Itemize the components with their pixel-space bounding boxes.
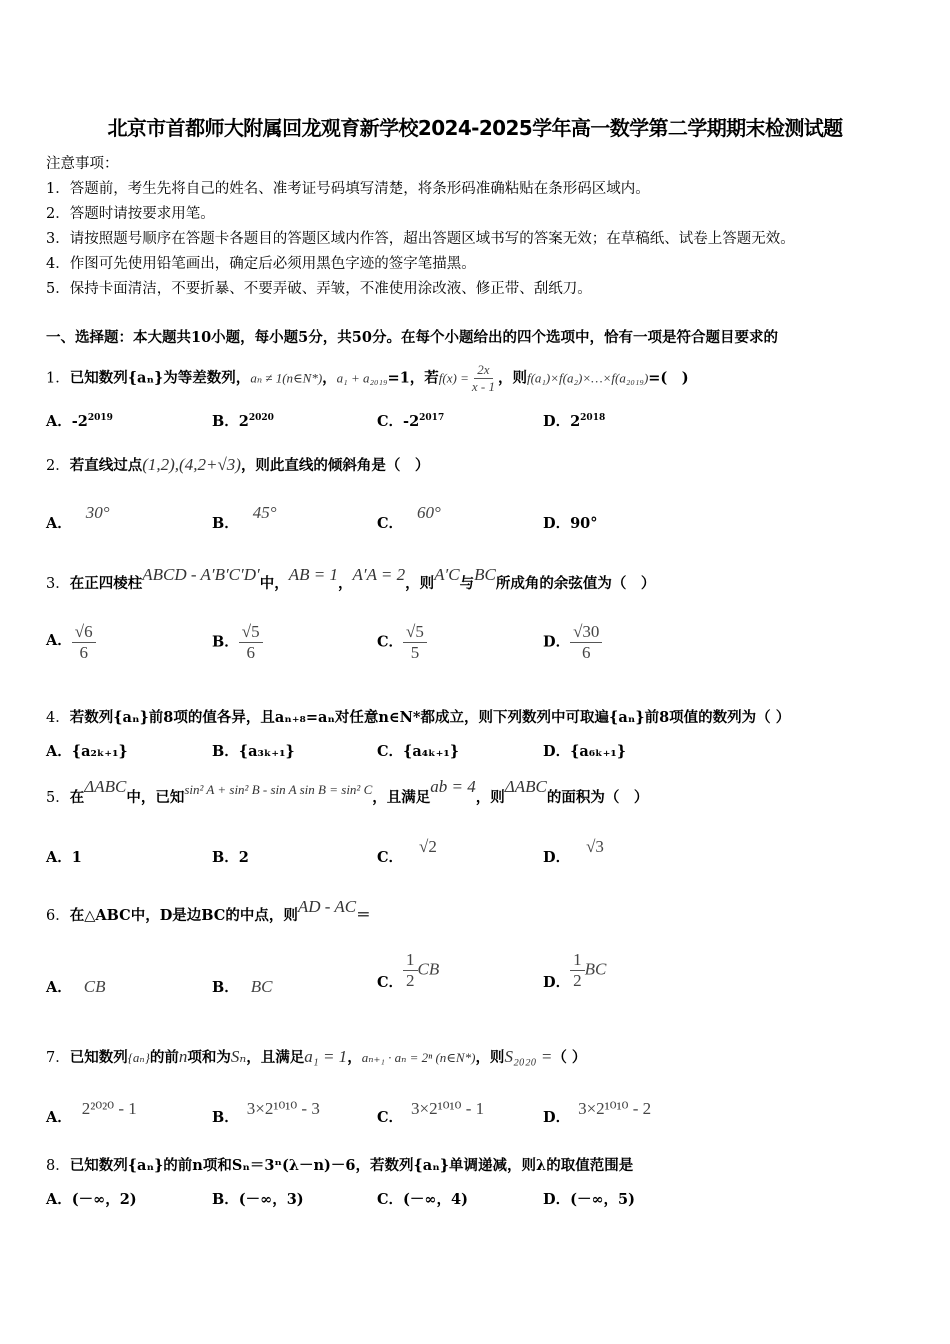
option-label: D． — [543, 633, 571, 651]
option-label: C． — [377, 849, 404, 866]
option-a[interactable] — [46, 622, 96, 663]
question-text: 已知数列{aₙ}为等差数列， — [69, 369, 251, 387]
question-text: ，且满足 — [372, 789, 431, 806]
option-c[interactable] — [377, 837, 437, 867]
option-label: A． — [46, 743, 72, 760]
page-title: 北京市首都师大附属回龙观育新学校2024-2025学年高一数学第二学期期末检测试题 — [107, 116, 843, 140]
math-expr: f(a₁)×f(a₂)×…×f(a₂₀₁₉) — [526, 370, 649, 386]
fraction — [403, 622, 427, 663]
option-value: (－∞，5) — [570, 1191, 635, 1208]
option-value: 1 — [71, 849, 82, 866]
question-text: ＝ — [356, 907, 371, 924]
option-value: 3×2¹⁰¹⁰ - 3 — [246, 1099, 320, 1118]
fraction-denominator: 6 — [246, 643, 255, 662]
question-text: 若数列{aₙ}前8项的值各异，且aₙ₊₈=aₙ对任意n∈N*都成立，则下列数列中可取遍{aₙ}前8项值的数列为（ ） — [69, 709, 791, 726]
option-label: B． — [212, 1191, 239, 1208]
option-label: D． — [543, 743, 571, 760]
option-value: 90° — [570, 515, 598, 532]
question-4 — [46, 706, 790, 727]
option-value: BC — [584, 959, 607, 979]
option-a[interactable] — [46, 1099, 137, 1127]
option-value: √3 — [586, 837, 604, 856]
option-value: 2 — [570, 413, 581, 430]
math-expr: (1,2),(4,2+√3) — [142, 455, 241, 474]
question-1 — [46, 362, 689, 395]
option-b[interactable] — [212, 976, 273, 997]
option-label: A． — [46, 849, 72, 866]
math-expr: {aₙ} — [127, 1050, 150, 1065]
option-label: B． — [212, 633, 239, 651]
option-value: (－∞，2) — [71, 1191, 137, 1208]
option-a[interactable] — [46, 1188, 137, 1209]
option-value: 60° — [417, 503, 441, 522]
option-b[interactable] — [212, 503, 277, 533]
math-expr: BC — [474, 565, 496, 584]
question-text: ，则 — [497, 369, 527, 387]
question-text: 所成角的余弦值为（ ） — [495, 575, 656, 592]
option-label: A． — [46, 1191, 72, 1208]
question-number: 8． — [46, 1158, 70, 1174]
question-text: 中，已知 — [126, 789, 185, 806]
option-c[interactable] — [377, 622, 427, 663]
option-c[interactable] — [377, 1099, 485, 1127]
option-label: C． — [377, 1191, 404, 1208]
notice-item: 4．作图可先使用铅笔画出，确定后必须用黑色字迹的签字笔描黑。 — [46, 256, 476, 272]
question-number: 2． — [46, 458, 70, 474]
option-label: B． — [212, 413, 239, 430]
math-expr: a₁ + a₂₀₁₉ — [336, 370, 388, 386]
question-number: 4． — [46, 710, 70, 726]
question-text: ， — [347, 1049, 362, 1066]
option-label: D． — [543, 1191, 571, 1208]
option-value: 30° — [85, 503, 110, 522]
option-c[interactable] — [377, 410, 444, 431]
fraction — [403, 950, 418, 991]
option-value: 2 — [238, 849, 249, 866]
option-label: A． — [46, 1109, 72, 1126]
option-c[interactable] — [377, 950, 439, 991]
option-value: -2 — [71, 413, 88, 430]
question-5 — [46, 777, 649, 807]
fraction — [570, 622, 602, 663]
option-b[interactable] — [212, 740, 295, 761]
notice-item: 2．答题时请按要求用笔。 — [46, 206, 215, 222]
question-text: 中， — [259, 575, 289, 592]
fraction-denominator: 5 — [410, 643, 420, 662]
question-text: 在△ABC中，D是边BC的中点，则 — [69, 907, 298, 924]
option-b[interactable] — [212, 622, 263, 663]
math-expr: S₂₀₂₀ = — [504, 1047, 553, 1066]
question-text: ，则 — [475, 789, 505, 806]
question-number: 3． — [46, 576, 70, 592]
option-label: B． — [212, 979, 239, 996]
question-text: ， — [322, 369, 337, 387]
option-value: {a₂ₖ₊₁} — [71, 743, 128, 760]
fraction-denominator: x - 1 — [471, 379, 495, 394]
option-exponent: 2019 — [87, 413, 113, 424]
option-d[interactable] — [543, 837, 604, 867]
fraction-numerator: √6 — [72, 622, 96, 643]
math-expr: n — [178, 1047, 188, 1066]
option-label: A． — [46, 413, 72, 430]
fraction-numerator: √30 — [570, 622, 602, 643]
option-value: 3×2¹⁰¹⁰ - 1 — [411, 1099, 485, 1118]
option-label: C． — [377, 515, 404, 532]
fraction — [570, 950, 585, 991]
notice-item: 1．答题前，考生先将自己的姓名、准考证号码填写清楚，将条形码准确粘贴在条形码区域内。 — [46, 181, 650, 197]
option-value: -2 — [403, 413, 420, 430]
option-label: A． — [46, 979, 72, 996]
question-text: =( ) — [648, 369, 689, 387]
notice-heading: 注意事项： — [46, 156, 119, 172]
option-value: CB — [83, 977, 106, 996]
math-expr: sin² A + sin² B - sin A sin B = sin² C — [184, 782, 373, 797]
option-exponent: 2018 — [580, 413, 606, 424]
option-value: {a₄ₖ₊₁} — [403, 743, 460, 760]
question-text: 的面积为（ ） — [546, 789, 649, 806]
option-b[interactable] — [212, 846, 249, 867]
option-label: B． — [212, 849, 239, 866]
question-text: ，则 — [475, 1049, 505, 1066]
fraction-denominator: 6 — [79, 643, 88, 662]
math-expr: ΔABC — [504, 777, 547, 796]
option-label: D． — [543, 1109, 571, 1126]
option-a[interactable] — [46, 846, 82, 867]
question-text: 在 — [69, 789, 85, 806]
option-value: 2 — [238, 413, 249, 430]
question-text: 已知数列{aₙ}的前n项和Sₙ＝3ⁿ(λ－n)－6，若数列{aₙ}单调递减，则λ的取值范围是 — [69, 1157, 634, 1174]
option-label: D． — [543, 973, 571, 991]
option-label: C． — [377, 743, 404, 760]
option-value: (－∞，3) — [238, 1191, 304, 1208]
option-b[interactable] — [212, 410, 274, 431]
section-heading: 一、选择题：本大题共10小题，每小题5分，共50分。在每个小题给出的四个选项中，恰有一项是符合题目要求的 — [46, 329, 778, 346]
option-value: {a₆ₖ₊₁} — [570, 743, 627, 760]
option-label: B． — [212, 743, 239, 760]
question-text: =1，若 — [387, 369, 439, 387]
option-value: √2 — [419, 837, 437, 856]
fraction-numerator: √5 — [239, 622, 263, 643]
option-label: C． — [377, 413, 404, 430]
option-label: D． — [543, 515, 571, 532]
option-label: A． — [46, 631, 72, 649]
question-text: 的前 — [149, 1049, 179, 1066]
option-a[interactable] — [46, 503, 110, 533]
math-expr: f(x) = — [438, 370, 469, 386]
math-expr: A′A = 2 — [352, 565, 406, 584]
fraction-numerator: 1 — [570, 950, 585, 971]
notice-item: 3．请按照题号顺序在答题卡各题目的答题区域内作答，超出答题区域书写的答案无效；在草稿纸、试卷上答题无效。 — [46, 231, 795, 247]
option-label: B． — [212, 515, 239, 532]
question-text: ， — [337, 575, 353, 592]
question-2 — [46, 454, 429, 475]
option-a[interactable] — [46, 410, 113, 431]
question-8 — [46, 1154, 633, 1175]
question-text: 在正四棱柱 — [69, 575, 143, 592]
question-number: 6． — [46, 908, 70, 924]
option-d[interactable] — [543, 1099, 652, 1127]
notice-item: 5．保持卡面清洁，不要折暴、不要弄破、弄皱，不准使用涂改液、修正带、刮纸刀。 — [46, 281, 592, 297]
option-value: (－∞，4) — [403, 1191, 468, 1208]
math-expr: aₙ ≠ 1(n∈N*) — [250, 370, 323, 386]
math-expr: ab = 4 — [430, 777, 476, 796]
option-value: 2²⁰²⁰ - 1 — [81, 1099, 137, 1118]
fraction-denominator: 6 — [582, 643, 591, 662]
fraction-denominator: 2 — [573, 971, 582, 990]
option-b[interactable] — [212, 1188, 304, 1209]
fraction — [72, 622, 96, 663]
question-text: 与 — [459, 575, 475, 592]
option-a[interactable] — [46, 976, 106, 997]
option-c[interactable] — [377, 503, 441, 533]
math-expr: AD - AC — [297, 897, 357, 916]
question-text: ，则 — [405, 575, 435, 592]
question-6 — [46, 897, 371, 925]
option-b[interactable] — [212, 1099, 320, 1127]
question-text: 已知数列 — [69, 1049, 128, 1066]
question-text: ，且满足 — [246, 1049, 305, 1066]
question-text: （ ） — [552, 1049, 587, 1066]
option-d[interactable] — [543, 410, 605, 431]
option-label: A． — [46, 515, 72, 532]
question-text: 若直线过点 — [69, 457, 143, 474]
math-expr: ΔABC — [84, 777, 127, 796]
option-label: D． — [543, 849, 571, 866]
option-value: CB — [417, 959, 440, 979]
question-text: ，则此直线的倾斜角是（ ） — [240, 457, 430, 474]
option-label: C． — [377, 973, 404, 991]
math-expr: AB = 1 — [288, 565, 338, 584]
option-a[interactable] — [46, 740, 128, 761]
fraction-denominator: 2 — [406, 971, 415, 990]
question-text: 项和为 — [187, 1049, 231, 1066]
option-d[interactable] — [543, 950, 606, 991]
math-expr: Sₙ — [230, 1047, 247, 1066]
question-7 — [46, 1046, 586, 1067]
option-d[interactable] — [543, 512, 598, 533]
fraction-numerator: √5 — [403, 622, 427, 643]
option-value: BC — [250, 977, 273, 996]
question-number: 7． — [46, 1050, 70, 1066]
math-expr: a₁ = 1 — [304, 1047, 348, 1066]
question-number: 5． — [46, 790, 70, 806]
option-exponent: 2020 — [248, 413, 274, 424]
option-c[interactable] — [377, 740, 459, 761]
option-exponent: 2017 — [419, 413, 445, 424]
option-d[interactable] — [543, 1188, 635, 1209]
option-label: D． — [543, 413, 571, 430]
question-number: 1． — [46, 370, 70, 387]
math-expr: ABCD - A′B′C′D′ — [142, 565, 260, 584]
option-value: 3×2¹⁰¹⁰ - 2 — [578, 1099, 652, 1118]
question-3 — [46, 565, 656, 593]
option-value: 45° — [252, 503, 277, 522]
fraction — [239, 622, 263, 663]
math-expr: A′C — [434, 565, 460, 584]
fraction-numerator: 2x — [474, 362, 492, 379]
fraction — [469, 362, 498, 395]
option-d[interactable] — [543, 740, 626, 761]
option-label: C． — [377, 1109, 404, 1126]
option-d[interactable] — [543, 622, 602, 663]
option-label: B． — [212, 1109, 239, 1126]
option-c[interactable] — [377, 1188, 468, 1209]
option-value: {a₃ₖ₊₁} — [238, 743, 295, 760]
option-label: C． — [377, 633, 404, 651]
fraction-numerator: 1 — [403, 950, 418, 971]
math-expr: aₙ₊₁ · aₙ = 2ⁿ (n∈N*) — [361, 1050, 476, 1065]
